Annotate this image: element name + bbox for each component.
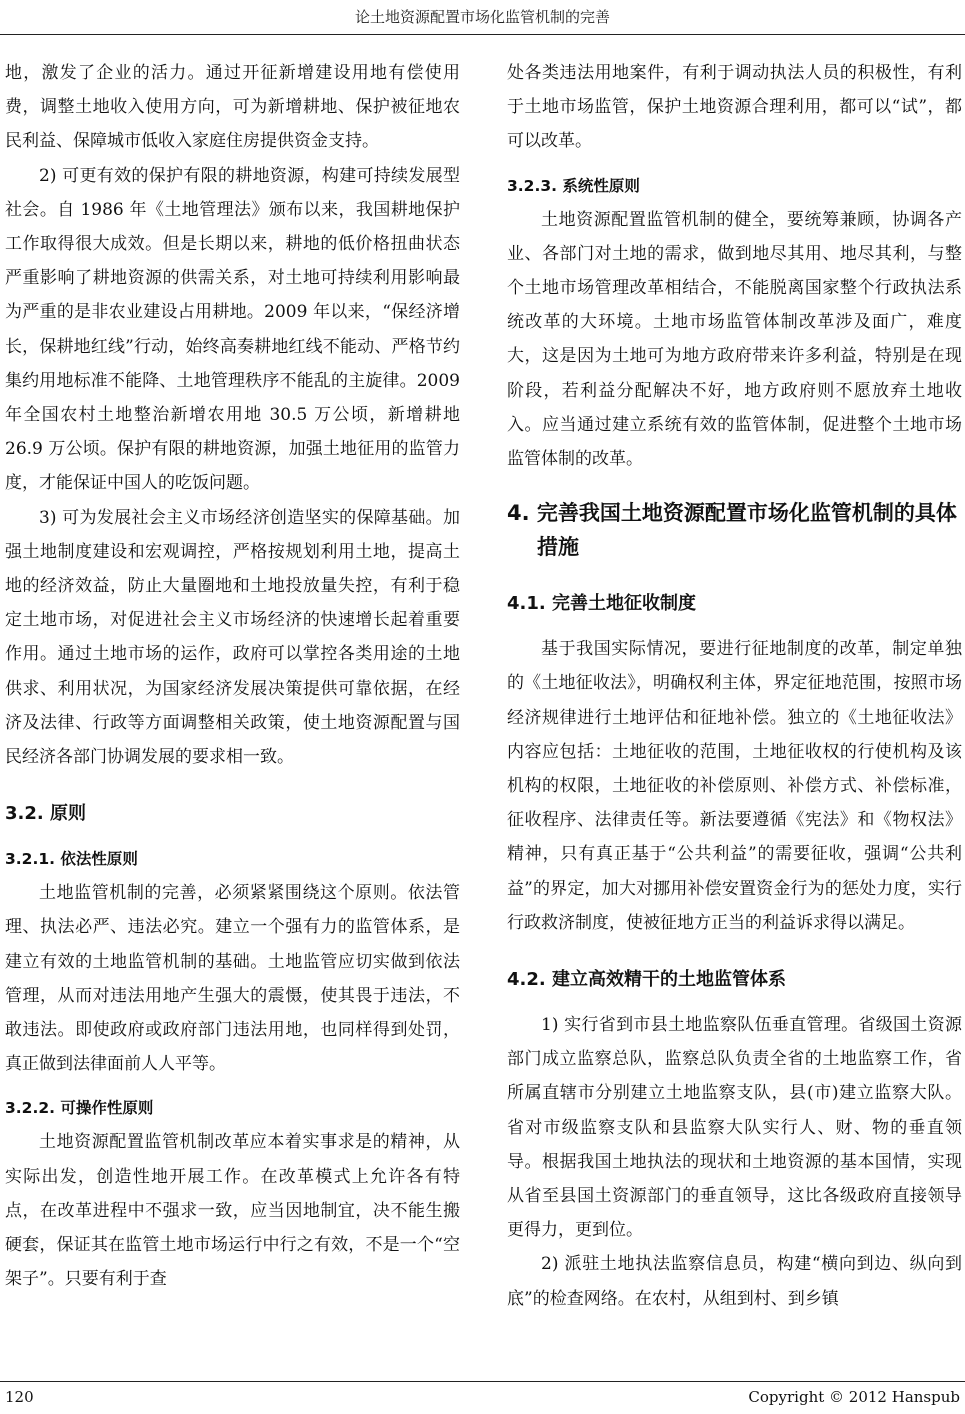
paragraph: 1) 实行省到市县土地监察队伍垂直管理。省级国土资源部门成立监察总队，监察总队负责全省的土地监察工作，省所属直辖市分别建立土地监察支队，县(市)建立监察大队。省对市级监察支队和县监察大队实行人、财、物的垂直领导。根据我国土地执法的现状和土地资源的基本国情，实现从省至县国土资源部门的垂直领导，这比各级政府直接领导更得力，更到位。	[507, 1015, 962, 1241]
right-column	[507, 56, 962, 1316]
subsection-heading-3-2-1: 3.2.1. 依法性原则	[5, 850, 138, 869]
section-heading-4-2: 4.2. 建立高效精干的土地监管体系	[507, 969, 786, 991]
section-heading-4-1: 4.1. 完善土地征收制度	[507, 593, 696, 615]
left-column	[5, 56, 460, 1297]
running-header: 论土地资源配置市场化监管机制的完善	[354, 8, 610, 26]
paragraph: 3) 可为发展社会主义市场经济创造坚实的保障基础。加强土地制度建设和宏观调控，严格按规划利用土地，提高土地的经济效益，防止大量圈地和土地投放量失控，有利于稳定土地市场，对促进社会主义市场经济的快速增长起着重要作用。通过土地市场的运作，政府可以掌控各类用途的土地供求、利用状况，为国家经济发展决策提供可靠依据，在经济及法律、行政等方面调整相关政策，使土地资源配置与国民经济各部门协调发展的要求相一致。	[5, 507, 460, 768]
paragraph: 土地资源配置监管机制改革应本着实事求是的精神，从实际出发，创造性地开展工作。在改革模式上允许各有特点，在改革进程中不强求一致，应当因地制宜，决不能生搬硬套，保证其在监管土地市场运行中行之有效，不是一个“空架子”。只要有利于查	[5, 1132, 460, 1290]
paragraph: 土地资源配置监管机制的健全，要统筹兼顾，协调各产业、各部门对土地的需求，做到地尽其用、地尽其利，与整个土地市场管理改革相结合，不能脱离国家整个行政执法系统改革的大环境。土地市场监管体制改革涉及面广，难度大，这是因为土地可为地方政府带来许多利益，特别是在现阶段，若利益分配解决不好，地方政府则不愿放弃土地收入。应当通过建立系统有效的监管体制，促进整个土地市场监管体制的改革。	[507, 209, 962, 470]
page-number: 120	[5, 1388, 34, 1406]
paragraph: 土地监管机制的完善，必须紧紧围绕这个原则。依法管理、执法必严、违法必究。建立一个强有力的监管体系，是建立有效的土地监管机制的基础。土地监管应切实做到依法管理，从而对违法用地产生强大的震慑，使其畏于违法，不敢违法。即使政府或政府部门违法用地，也同样得到处罚，真正做到法律面前人人平等。	[5, 883, 460, 1075]
section-heading-3-2: 3.2. 原则	[5, 803, 86, 825]
footer-rule	[0, 1381, 965, 1382]
header-rule	[0, 34, 965, 35]
paragraph: 处各类违法用地案件，有利于调动执法人员的积极性，有利于土地市场监管，保护土地资源合理利用，都可以“试”，都可以改革。	[507, 63, 962, 152]
chapter-heading-4: 4. 完善我国土地资源配置市场化监管机制的具体措施	[507, 501, 957, 560]
subsection-heading-3-2-2: 3.2.2. 可操作性原则	[5, 1099, 154, 1118]
subsection-heading-3-2-3: 3.2.3. 系统性原则	[507, 176, 640, 195]
copyright-notice: Copyright © 2012 Hanspub	[748, 1388, 960, 1406]
paragraph: 地，激发了企业的活力。通过开征新增建设用地有偿使用费，调整土地收入使用方向，可为新增耕地、保护被征地农民利益、保障城市低收入家庭住房提供资金支持。	[5, 63, 460, 152]
paragraph: 基于我国实际情况，要进行征地制度的改革，制定单独的《土地征收法》，明确权利主体，界定征地范围，按照市场经济规律进行土地评估和征地补偿。独立的《土地征收法》内容应包括：土地征收的范围，土地征收权的行使机构及该机构的权限，土地征收的补偿原则、补偿方式、补偿标准，征收程序、法律责任等。新法要遵循《宪法》和《物权法》精神，只有真正基于“公共利益”的需要征收，强调“公共利益”的界定，加大对挪用补偿安置资金行为的惩处力度，实行行政救济制度，使被征地方正当的利益诉求得以满足。	[507, 639, 962, 933]
paragraph: 2) 派驻土地执法监察信息员，构建“横向到边、纵向到底”的检查网络。在农村，从组到村、到乡镇	[507, 1254, 962, 1309]
paragraph: 2) 可更有效的保护有限的耕地资源，构建可持续发展型社会。自 1986 年《土地管理法》颁布以来，我国耕地保护工作取得很大成效。但是长期以来，耕地的低价格扭曲状态严重影响了耕地资源的供需关系，对土地可持续利用影响最为严重的是非农业建设占用耕地。2009 年以来，“保经济增长，保耕地红线”行动，始终高奏耕地红线不能动、严格节约集约用地标准不能降、土地管理秩序不能乱的主旋律。2009 年全国农村土地整治新增农用地 30.5 万公顷，新增耕地 26.9 万公顷。保护有限的耕地资源，加强土地征用的监管力度，才能保证中国人的吃饭问题。	[5, 165, 460, 494]
